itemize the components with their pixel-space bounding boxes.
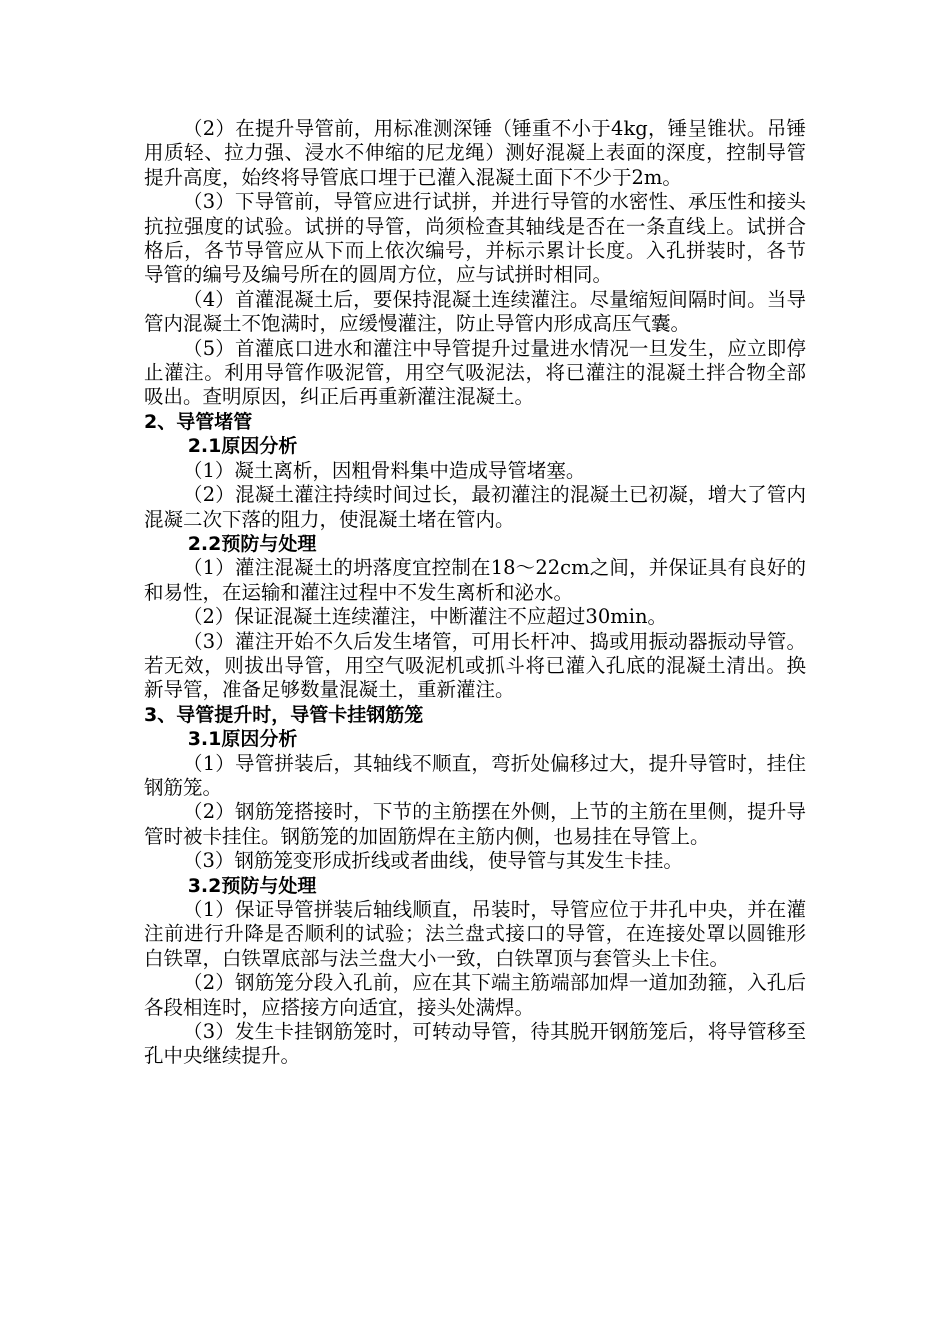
paragraph: （4）首灌混凝土后，要保持混凝土连续灌注。尽量缩短间隔时间。当导管内混凝土不饱满时，应缓慢灌注，防止导管内形成高压气囊。 bbox=[144, 287, 806, 336]
paragraph: （5）首灌底口进水和灌注中导管提升过量进水情况一旦发生，应立即停止灌注。利用导管作吸泥管，用空气吸泥法，将已灌注的混凝土拌合物全部吸出。查明原因，纠正后再重新灌注混凝土。 bbox=[144, 336, 806, 409]
subsection-heading-3-2: 3.2预防与处理 bbox=[187, 874, 317, 897]
section-heading-3: 3、导管提升时，导管卡挂钢筋笼 bbox=[144, 703, 424, 726]
paragraph: （1）保证导管拼装后轴线顺直，吊装时，导管应位于井孔中央，并在灌注前进行升降是否顺利的试验；法兰盘式接口的导管，在连接处罩以圆锥形白铁罩，白铁罩底部与法兰盘大小一致，白铁罩顶与套管头上卡住。 bbox=[144, 898, 806, 970]
subsection-heading-2-1: 2.1原因分析 bbox=[187, 435, 298, 458]
paragraph: （3）灌注开始不久后发生堵管，可用长杆冲、捣或用振动器振动导管。若无效，则拔出导管，用空气吸泥机或抓斗将已灌入孔底的混凝土清出。换新导管，准备足够数量混凝土，重新灌注。 bbox=[144, 629, 806, 702]
paragraph: （2）钢筋笼搭接时，下节的主筋摆在外侧，上节的主筋在里侧，提升导管时被卡挂住。钢筋笼的加固筋焊在主筋内侧，也易挂在导管上。 bbox=[144, 800, 806, 848]
paragraph: （1）导管拼装后，其轴线不顺直，弯折处偏移过大，提升导管时，挂住钢筋笼。 bbox=[144, 751, 806, 799]
section-heading-2: 2、导管堵管 bbox=[144, 410, 253, 433]
paragraph: （3）钢筋笼变形成折线或者曲线，使导管与其发生卡挂。 bbox=[183, 849, 683, 873]
subsection-heading-3-1: 3.1原因分析 bbox=[187, 728, 298, 751]
paragraph: （1）灌注混凝土的坍落度宜控制在18～22cm之间，并保证具有良好的和易性，在运输和灌注过程中不发生离析和泌水。 bbox=[144, 556, 806, 604]
paragraph: （1）凝土离析，因粗骨料集中造成导管堵塞。 bbox=[183, 458, 586, 482]
paragraph: （3）下导管前，导管应进行试拼，并进行导管的水密性、承压性和接头抗拉强度的试验。试拼的导管，尚须检查其轴线是否在一条直线上。试拼合格后，各节导管应从下而上依次编号，并标示累计长度。入孔拼装时，各节导管的编号及编号所在的圆周方位，应与试拼时相同。 bbox=[144, 190, 806, 287]
paragraph: （2）在提升导管前，用标准测深锤（锤重不小于4kg，锤呈锥状。吊锤用质轻、拉力强、浸水不伸缩的尼龙绳）测好混凝上表面的深度，控制导管提升高度，始终将导管底口埋于已灌入混凝土面下不少于2m。 bbox=[144, 117, 806, 189]
paragraph: （2）钢筋笼分段入孔前，应在其下端主筋端部加焊一道加劲箍，入孔后各段相连时，应搭接方向适宜，接头处满焊。 bbox=[144, 971, 806, 1019]
document-page bbox=[144, 117, 806, 1069]
paragraph: （2）保证混凝土连续灌注，中断灌注不应超过30min。 bbox=[183, 605, 668, 629]
paragraph: （2）混凝土灌注持续时间过长，最初灌注的混凝土已初凝，增大了管内混凝二次下落的阻力，使混凝土堵在管内。 bbox=[144, 483, 806, 531]
paragraph: （3）发生卡挂钢筋笼时，可转动导管，待其脱开钢筋笼后，将导管移至孔中央继续提升。 bbox=[144, 1020, 806, 1068]
subsection-heading-2-2: 2.2预防与处理 bbox=[187, 532, 317, 555]
